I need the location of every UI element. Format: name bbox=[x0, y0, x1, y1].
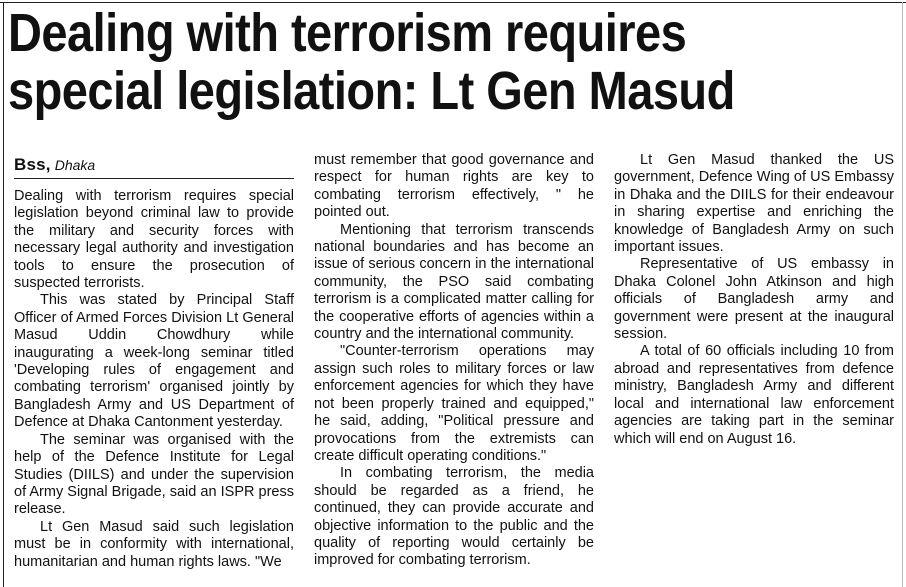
left-border bbox=[3, 2, 4, 587]
headline bbox=[8, 4, 786, 120]
paragraph: must remember that good governance and respect for human rights are key to combating terrorism effectively, " he pointed out. bbox=[314, 152, 594, 221]
paragraph: In combating terrorism, the media should be regarded as a friend, he continued, they can provide accurate and objective information to the public and the quality of reporting would certainly be improved for combating terrorism. bbox=[314, 465, 594, 569]
paragraph: Dealing with terrorism requires special legislation beyond criminal law to provide the military and security forces with necessary legal authority and investigation tools to ensure the prosecution of suspected terrorists. bbox=[14, 188, 294, 292]
byline bbox=[14, 152, 294, 178]
right-border bbox=[902, 2, 903, 587]
column-2 bbox=[314, 152, 594, 570]
paragraph: Representative of US embassy in Dhaka Colonel John Atkinson and high officials of Bangladesh army and government were present at the inaugural session. bbox=[614, 256, 894, 343]
column-3 bbox=[614, 152, 894, 448]
byline-rule bbox=[14, 178, 294, 179]
headline-line-2: special legislation: Lt Gen Masud bbox=[8, 61, 735, 121]
paragraph: Lt Gen Masud thanked the US government, Defence Wing of US Embassy in Dhaka and the DIILS for their endeavour in sharing expertise and enriching the knowledge of Bangladesh Army on such important issues. bbox=[614, 152, 894, 256]
paragraph: This was stated by Principal Staff Officer of Armed Forces Division Lt General Masud Uddin Chowdhury while inaugurating a week-long seminar titled 'Developing rules of engagement and combating terrorism' organised jointly by Bangladesh Army and US Department of Defence at Dhaka Cantonment yesterday. bbox=[14, 292, 294, 431]
column-1 bbox=[14, 152, 294, 571]
byline-agency: Bss, bbox=[14, 155, 51, 174]
paragraph: "Counter-terrorism operations may assign such roles to military forces or law enforcement agencies for which they have not been properly trained and equipped," he said, adding, "Political pressure and provocations from the extremists can create difficult operating conditions." bbox=[314, 343, 594, 464]
paragraph: Lt Gen Masud said such legislation must be in conformity with international, humanitarian and human rights laws. "We bbox=[14, 518, 294, 570]
paragraph: The seminar was organised with the help of the Defence Institute for Legal Studies (DIILS) and under the supervision of Army Signal Brigade, said an ISPR press release. bbox=[14, 431, 294, 518]
paragraph: A total of 60 officials including 10 from abroad and representatives from defence ministry, Bangladesh Army and different local and international law enforcement agencies are taking part in the seminar which will end on August 16. bbox=[614, 343, 894, 447]
paragraph: Mentioning that terrorism transcends national boundaries and has become an issue of serious concern in the international community, the PSO said combating terrorism is a complicated matter calling for the cooperative efforts of agencies within a country and the international community. bbox=[314, 221, 594, 343]
byline-place: Dhaka bbox=[54, 157, 96, 173]
headline-line-1: Dealing with terrorism requires bbox=[8, 3, 687, 63]
